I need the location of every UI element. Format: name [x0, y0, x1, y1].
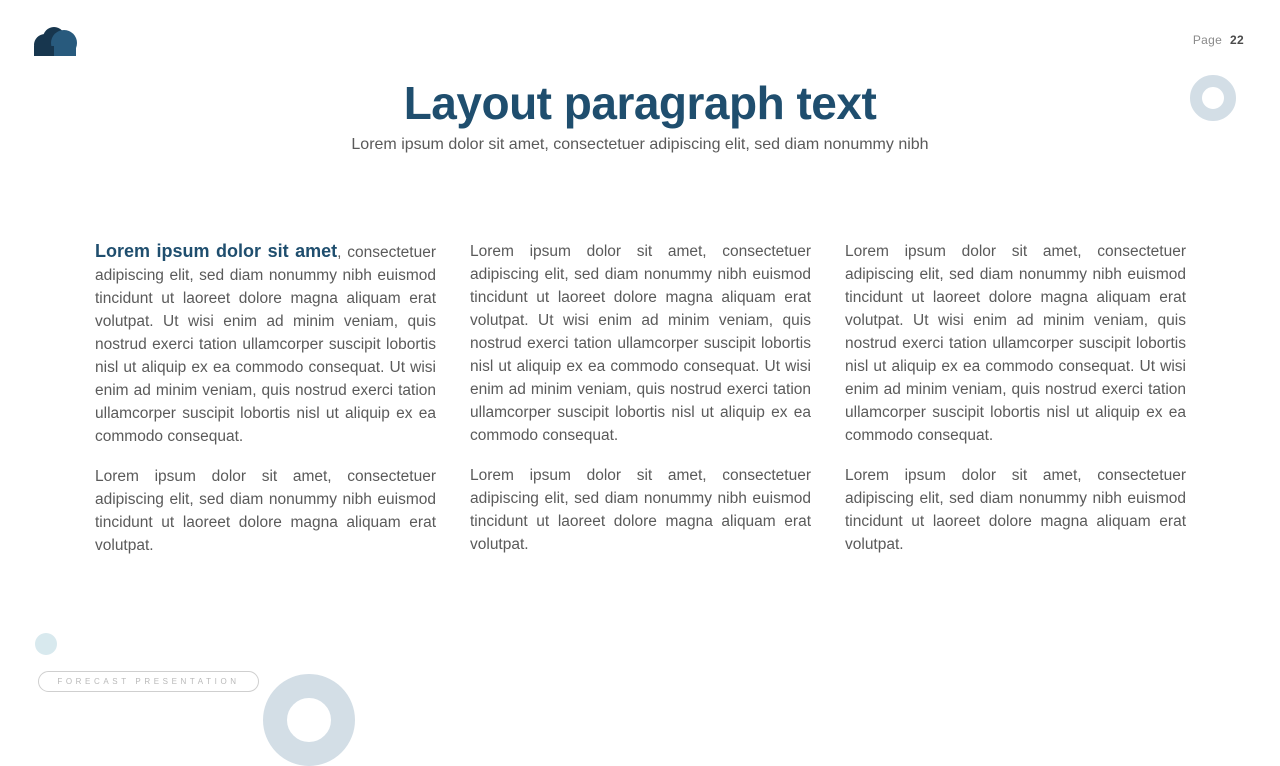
- page-title: Layout paragraph text: [403, 77, 877, 129]
- page-label: Page: [1192, 33, 1223, 47]
- cloud-logo-icon: [33, 26, 79, 58]
- lead-text: Lorem ipsum dolor sit amet: [95, 241, 338, 261]
- text-column-2: [470, 240, 811, 573]
- page-subtitle: Lorem ipsum dolor sit amet, consectetuer adipiscing elit, sed diam nonummy nibh: [351, 136, 929, 153]
- column-1-paragraph-2: Lorem ipsum dolor sit amet, consectetuer adipiscing elit, sed diam nonummy nibh euismod tincidunt ut laoreet dolore magna aliquam erat volutpat.: [95, 468, 436, 554]
- column-2-paragraph-2: Lorem ipsum dolor sit amet, consectetuer adipiscing elit, sed diam nonummy nibh euismod tincidunt ut laoreet dolore magna aliquam erat volutpat.: [470, 467, 811, 553]
- text-column-3: [845, 240, 1186, 573]
- column-3-paragraph-1: Lorem ipsum dolor sit amet, consectetuer adipiscing elit, sed diam nonummy nibh euismod tincidunt ut laoreet dolore magna aliquam erat volutpat. Ut wisi enim ad minim veniam, quis nostrud exerci tation ullamcorper suscipit lobortis nisl ut aliquip ex ea commodo consequat. Ut wisi enim ad minim veniam, quis nostrud exerci tation ullamcorper suscipit lobortis nisl ut aliquip ex ea commodo consequat.: [845, 243, 1186, 444]
- column-2-paragraph-1: Lorem ipsum dolor sit amet, consectetuer adipiscing elit, sed diam nonummy nibh euismod tincidunt ut laoreet dolore magna aliquam erat volutpat. Ut wisi enim ad minim veniam, quis nostrud exerci tation ullamcorper suscipit lobortis nisl ut aliquip ex ea commodo consequat. Ut wisi enim ad minim veniam, quis nostrud exerci tation ullamcorper suscipit lobortis nisl ut aliquip ex ea commodo consequat.: [470, 243, 811, 444]
- page-number: [1193, 33, 1244, 47]
- column-1-paragraph-1-rest: , consectetuer adipiscing elit, sed diam nonummy nibh euismod tincidunt ut laoreet dolore magna aliquam erat volutpat. Ut wisi enim ad minim veniam, quis nostrud exerci tation ullamcorper suscipit lobortis nisl ut aliquip ex ea commodo consequat. Ut wisi enim ad minim veniam, quis nostrud exerci tation ullamcorper suscipit lobortis nisl ut aliquip ex ea commodo consequat.: [95, 244, 437, 445]
- decorative-dot: [35, 633, 57, 655]
- decorative-ring-bottom: [263, 674, 355, 766]
- page-number-value: 22: [1230, 33, 1244, 47]
- footer-pill: FORECAST PRESENTATION: [38, 671, 259, 692]
- column-1-paragraph-1: [95, 240, 436, 448]
- column-3-paragraph-2: Lorem ipsum dolor sit amet, consectetuer adipiscing elit, sed diam nonummy nibh euismod tincidunt ut laoreet dolore magna aliquam erat volutpat.: [845, 467, 1186, 553]
- text-column-1: [95, 240, 436, 574]
